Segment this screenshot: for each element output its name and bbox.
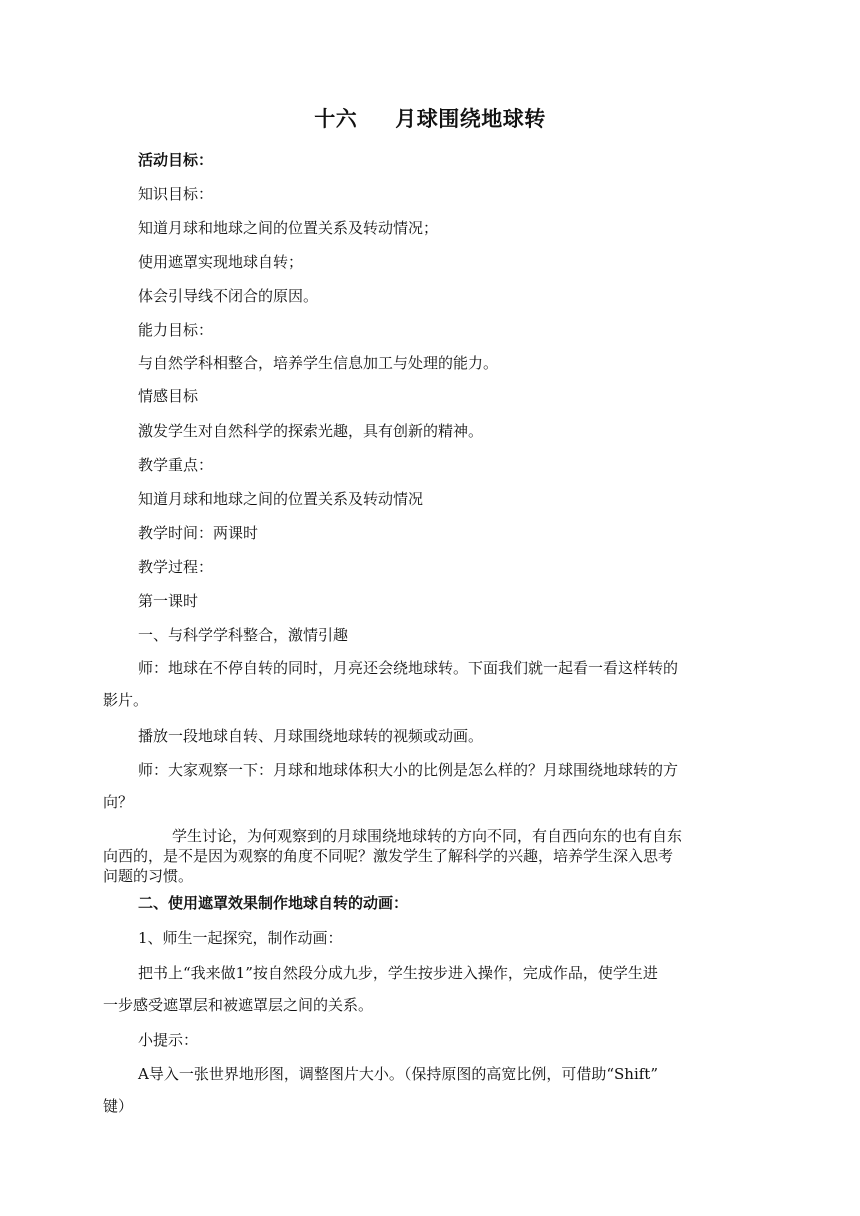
paragraph-line: 学生讨论，为何观察到的月球围绕地球转的方向不同，有自西向东的也有自东 (172, 827, 683, 845)
paragraph-line: A导入一张世界地形图，调整图片大小。（保持原图的高宽比例，可借助“Shift” (138, 1065, 658, 1083)
text-line: 激发学生对自然科学的探索光趣，具有创新的精神。 (138, 422, 484, 440)
heading-emotion-goals: 情感目标 (138, 387, 199, 405)
text-line: 知道月球和地球之间的位置关系及转动情况 (138, 490, 424, 508)
paragraph-line: 键） (103, 1097, 134, 1115)
paragraph-line: 师：大家观察一下：月球和地球体积大小的比例是怎么样的？月球围绕地球转的方 (138, 761, 679, 779)
paragraph-line: 问题的习惯。 (103, 867, 194, 885)
text-line: 教学时间：两课时 (138, 524, 259, 542)
heading-ability-goals: 能力目标： (138, 321, 214, 339)
title-text: 月球围绕地球转 (395, 107, 546, 131)
paragraph-line: 师：地球在不停自转的同时，月亮还会绕地球转。下面我们就一起看一看这样转的 (138, 659, 679, 677)
heading-activity-goals: 活动目标： (138, 151, 214, 169)
paragraph-line: 影片。 (103, 691, 149, 709)
section-heading: 一、与科学学科整合，激情引趣 (138, 626, 349, 644)
paragraph-line: 一步感受遮罩层和被遮罩层之间的关系。 (103, 996, 374, 1014)
text-line: 体会引导线不闭合的原因。 (138, 287, 319, 305)
page-title (0, 103, 860, 133)
paragraph-line: 把书上“我来做1”按自然段分成九步，学生按步进入操作，完成作品，使学生进 (138, 964, 658, 982)
tip-heading: 小提示： (138, 1031, 199, 1049)
paragraph-line: 向西的，是不是因为观察的角度不同呢？激发学生了解科学的兴趣，培养学生深入思考 (103, 847, 674, 865)
heading-teaching-focus: 教学重点： (138, 456, 214, 474)
text-line: 第一课时 (138, 592, 199, 610)
text-line: 使用遮罩实现地球自转； (138, 253, 304, 271)
step-heading: 1、师生一起探究，制作动画： (138, 929, 343, 947)
paragraph-line: 向？ (103, 793, 134, 811)
heading-knowledge-goals: 知识目标： (138, 185, 214, 203)
text-line: 知道月球和地球之间的位置关系及转动情况； (138, 219, 439, 237)
title-number: 十六 (314, 107, 358, 131)
text-line: 与自然学科相整合，培养学生信息加工与处理的能力。 (138, 354, 499, 372)
heading-teaching-process: 教学过程： (138, 558, 214, 576)
paragraph-line: 播放一段地球自转、月球围绕地球转的视频或动画。 (138, 727, 484, 745)
section-heading-bold: 二、使用遮罩效果制作地球自转的动画： (138, 894, 409, 912)
